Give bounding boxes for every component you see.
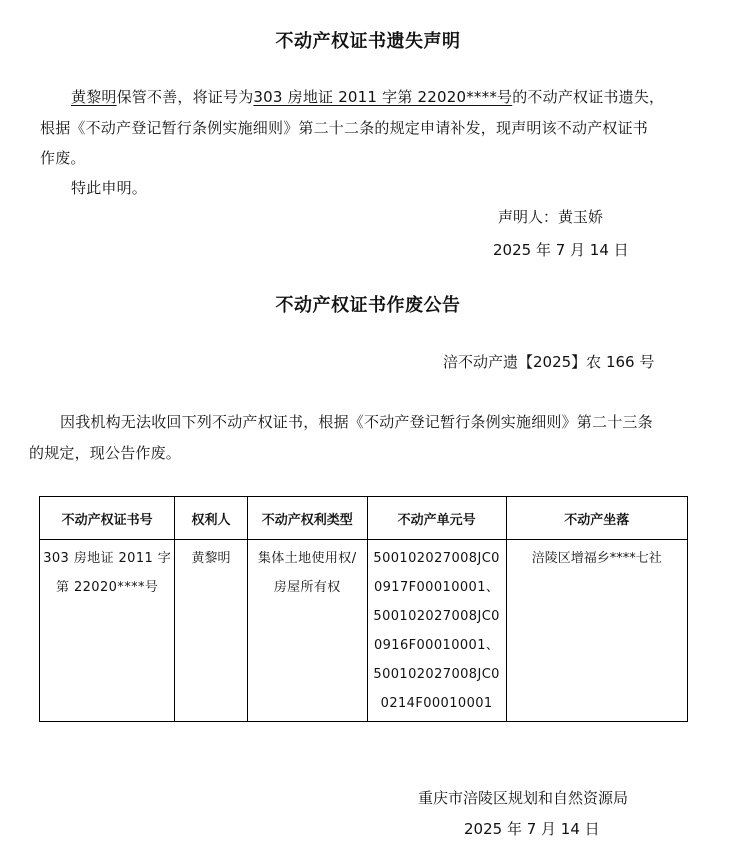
table-row <box>40 540 688 722</box>
unit-number-line-4: 0916F00010001、 <box>373 638 500 653</box>
declaration-text-b: 的不动产权证书遗失， <box>512 88 665 106</box>
declaration-closing: 特此申明。 <box>71 179 148 197</box>
issuing-authority: 重庆市涪陵区规划和自然资源局 <box>418 789 629 807</box>
cell-right-type <box>247 540 367 722</box>
declaration-text-a: 保管不善，将证号为 <box>116 88 254 106</box>
unit-number-line-2: 0917F00010001、 <box>373 580 500 595</box>
unit-number-line-5: 500102027008JC0 <box>373 667 500 682</box>
declarant-name: 黄玉娇 <box>558 208 604 226</box>
header-right-type: 不动产权利类型 <box>247 497 367 540</box>
declaration-title: 不动产权证书遗失声明 <box>275 31 461 52</box>
certificate-number: 303 房地证 2011 字第 22020****号 <box>253 88 513 106</box>
holder-name: 黄黎明 <box>71 88 117 106</box>
unit-number-line-6: 0214F00010001 <box>380 696 493 711</box>
table-header-row <box>40 497 688 540</box>
declarant-label: 声明人： <box>498 208 559 226</box>
notice-paragraph-line-2: 的规定，现公告作废。 <box>29 444 182 462</box>
right-type-line-2: 房屋所有权 <box>273 580 341 595</box>
unit-number-line-1: 500102027008JC0 <box>373 551 500 566</box>
notice-paragraph-line-1: 因我机构无法收回下列不动产权证书，根据《不动产登记暂行条例实施细则》第二十三条 <box>60 413 653 431</box>
header-location: 不动产坐落 <box>506 497 687 540</box>
cert-number-line-1: 303 房地证 2011 字 <box>43 551 172 566</box>
header-cert-number: 不动产权证书号 <box>40 497 175 540</box>
right-type-line-1: 集体土地使用权/ <box>257 551 357 566</box>
notice-document-number: 涪不动产遗【2025】农 166 号 <box>443 353 655 371</box>
declaration-paragraph-line-3: 作废。 <box>40 149 86 167</box>
notice-date: 2025 年 7 月 14 日 <box>464 820 600 838</box>
void-certificate-table <box>39 496 688 722</box>
notice-title: 不动产权证书作废公告 <box>275 295 461 316</box>
cert-number-line-2: 第 22020****号 <box>56 580 159 595</box>
header-owner: 权利人 <box>175 497 247 540</box>
declaration-date: 2025 年 7 月 14 日 <box>493 241 629 259</box>
cell-owner: 黄黎明 <box>175 540 247 722</box>
declaration-paragraph-line-2: 根据《不动产登记暂行条例实施细则》第二十二条的规定申请补发，现声明该不动产权证书 <box>40 119 649 137</box>
cell-cert-number <box>40 540 175 722</box>
declaration-paragraph-line-1 <box>71 82 664 113</box>
cell-unit-number <box>367 540 506 722</box>
cell-location: 涪陵区增福乡****七社 <box>506 540 687 722</box>
unit-number-line-3: 500102027008JC0 <box>373 609 500 624</box>
declarant <box>498 205 603 229</box>
header-unit-number: 不动产单元号 <box>367 497 506 540</box>
